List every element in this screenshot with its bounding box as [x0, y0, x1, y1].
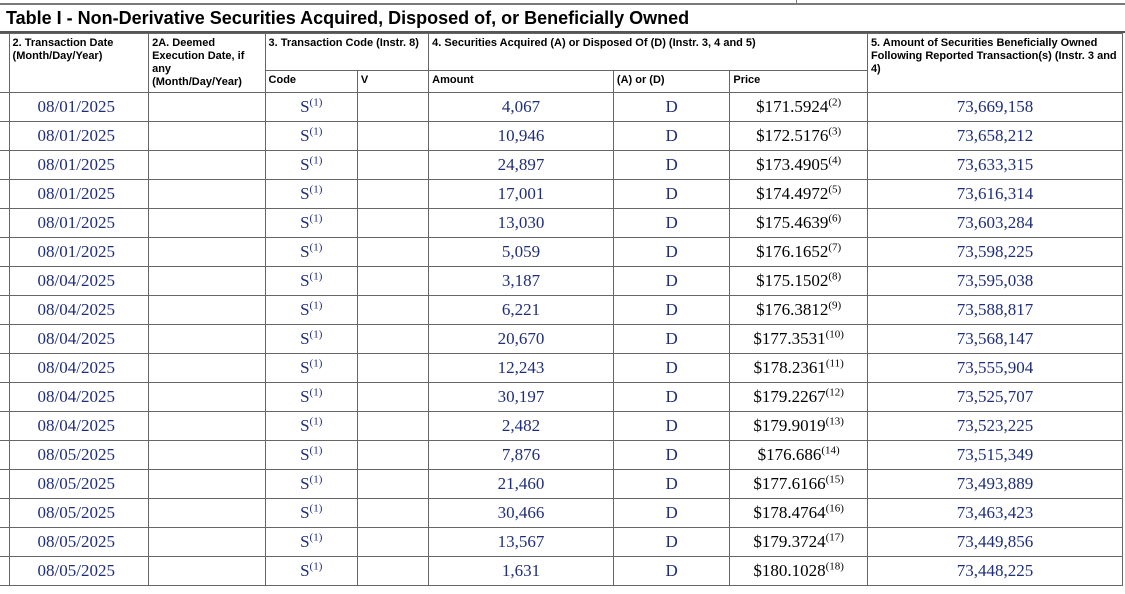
amount: 30,197	[429, 383, 614, 412]
header-securities: 4. Securities Acquired (A) or Disposed Of (D) (Instr. 3, 4 and 5)	[429, 34, 868, 71]
price-value: $178.2361	[753, 358, 826, 377]
amount: 30,466	[429, 499, 614, 528]
price	[730, 93, 868, 122]
code-footnote[interactable]: (1)	[309, 183, 323, 196]
owned-following: 73,669,158	[867, 93, 1122, 122]
transaction-code	[265, 557, 357, 586]
transaction-code	[265, 470, 357, 499]
price	[730, 499, 868, 528]
code-footnote[interactable]: (1)	[309, 212, 323, 225]
table-row	[0, 296, 1123, 325]
amount: 17,001	[429, 180, 614, 209]
table-row	[0, 267, 1123, 296]
owned-following: 73,525,707	[867, 383, 1122, 412]
v-cell	[357, 238, 428, 267]
price-value: $176.1652	[756, 242, 829, 261]
v-cell	[357, 557, 428, 586]
transaction-date: 08/04/2025	[9, 325, 149, 354]
code-value: S	[300, 155, 310, 174]
row-edge-cell	[0, 180, 9, 209]
v-cell	[357, 528, 428, 557]
owned-following: 73,633,315	[867, 151, 1122, 180]
row-edge-cell	[0, 296, 9, 325]
amount: 3,187	[429, 267, 614, 296]
deemed-date	[149, 325, 265, 354]
owned-following: 73,658,212	[867, 122, 1122, 151]
table-row	[0, 499, 1123, 528]
code-value: S	[300, 561, 310, 580]
row-edge-cell	[0, 557, 9, 586]
price-value: $179.9019	[753, 416, 826, 435]
top-border	[0, 3, 1125, 5]
table-row	[0, 180, 1123, 209]
code-value: S	[300, 213, 310, 232]
price	[730, 296, 868, 325]
deemed-date	[149, 470, 265, 499]
deemed-date	[149, 93, 265, 122]
code-footnote[interactable]: (1)	[309, 531, 323, 544]
v-cell	[357, 470, 428, 499]
code-footnote[interactable]: (1)	[309, 473, 323, 486]
code-value: S	[300, 358, 310, 377]
price-footnote[interactable]: (2)	[828, 96, 842, 109]
price-value: $174.4972	[756, 184, 829, 203]
v-cell	[357, 180, 428, 209]
v-cell	[357, 354, 428, 383]
price-footnote[interactable]: (3)	[828, 125, 842, 138]
price-footnote[interactable]: (8)	[828, 270, 842, 283]
acquired-or-disposed: D	[613, 557, 729, 586]
acquired-or-disposed: D	[613, 180, 729, 209]
table-row	[0, 470, 1123, 499]
acquired-or-disposed: D	[613, 412, 729, 441]
price-footnote[interactable]: (14)	[821, 444, 840, 457]
price-footnote[interactable]: (4)	[828, 154, 842, 167]
transaction-date: 08/05/2025	[9, 528, 149, 557]
price	[730, 528, 868, 557]
transaction-code	[265, 441, 357, 470]
transaction-code	[265, 325, 357, 354]
v-cell	[357, 441, 428, 470]
header-code: Code	[265, 71, 357, 93]
owned-following: 73,448,225	[867, 557, 1122, 586]
amount: 2,482	[429, 412, 614, 441]
row-edge-cell	[0, 238, 9, 267]
deemed-date	[149, 499, 265, 528]
acquired-or-disposed: D	[613, 499, 729, 528]
price	[730, 267, 868, 296]
owned-following: 73,568,147	[867, 325, 1122, 354]
amount: 7,876	[429, 441, 614, 470]
header-deemed-date: 2A. Deemed Execution Date, if any (Month/Day/Year)	[149, 34, 265, 93]
price	[730, 238, 868, 267]
transaction-code	[265, 180, 357, 209]
amount: 20,670	[429, 325, 614, 354]
code-footnote[interactable]: (1)	[309, 299, 323, 312]
amount: 10,946	[429, 122, 614, 151]
table-row	[0, 93, 1123, 122]
acquired-or-disposed: D	[613, 267, 729, 296]
v-cell	[357, 296, 428, 325]
price-value: $175.1502	[756, 271, 829, 290]
transaction-date: 08/04/2025	[9, 296, 149, 325]
transaction-code	[265, 383, 357, 412]
deemed-date	[149, 557, 265, 586]
price-value: $175.4639	[756, 213, 829, 232]
acquired-or-disposed: D	[613, 354, 729, 383]
transaction-date: 08/04/2025	[9, 354, 149, 383]
table-row	[0, 528, 1123, 557]
acquired-or-disposed: D	[613, 325, 729, 354]
deemed-date	[149, 354, 265, 383]
transaction-code	[265, 209, 357, 238]
price-value: $179.3724	[753, 532, 826, 551]
price-footnote[interactable]: (6)	[828, 212, 842, 225]
top-column-tick	[796, 0, 797, 4]
header-edge-cell	[0, 34, 9, 93]
row-edge-cell	[0, 354, 9, 383]
price	[730, 441, 868, 470]
price	[730, 180, 868, 209]
code-footnote[interactable]: (1)	[309, 386, 323, 399]
deemed-date	[149, 151, 265, 180]
row-edge-cell	[0, 441, 9, 470]
row-edge-cell	[0, 93, 9, 122]
deemed-date	[149, 383, 265, 412]
code-footnote[interactable]: (1)	[309, 270, 323, 283]
transaction-date: 08/01/2025	[9, 93, 149, 122]
bottom-crop	[0, 590, 1125, 594]
price-footnote[interactable]: (7)	[828, 241, 842, 254]
v-cell	[357, 151, 428, 180]
header-price: Price	[730, 71, 868, 93]
non-derivative-table	[0, 33, 1123, 586]
amount: 4,067	[429, 93, 614, 122]
price-footnote[interactable]: (5)	[828, 183, 842, 196]
price-footnote[interactable]: (17)	[825, 531, 844, 544]
table-row	[0, 557, 1123, 586]
owned-following: 73,515,349	[867, 441, 1122, 470]
price-value: $176.3812	[756, 300, 829, 319]
header-transaction-date: 2. Transaction Date (Month/Day/Year)	[9, 34, 149, 93]
transaction-code	[265, 93, 357, 122]
row-edge-cell	[0, 528, 9, 557]
price-value: $172.5176	[756, 126, 829, 145]
code-value: S	[300, 126, 310, 145]
row-edge-cell	[0, 412, 9, 441]
amount: 24,897	[429, 151, 614, 180]
deemed-date	[149, 528, 265, 557]
row-edge-cell	[0, 383, 9, 412]
v-cell	[357, 412, 428, 441]
transaction-code	[265, 151, 357, 180]
row-edge-cell	[0, 122, 9, 151]
code-value: S	[300, 271, 310, 290]
table-row	[0, 151, 1123, 180]
amount: 21,460	[429, 470, 614, 499]
price-value: $171.5924	[756, 97, 829, 116]
transaction-date: 08/05/2025	[9, 441, 149, 470]
header-a-or-d: (A) or (D)	[613, 71, 729, 93]
header-transaction-code: 3. Transaction Code (Instr. 8)	[265, 34, 429, 71]
amount: 13,030	[429, 209, 614, 238]
v-cell	[357, 209, 428, 238]
deemed-date	[149, 441, 265, 470]
acquired-or-disposed: D	[613, 122, 729, 151]
price	[730, 412, 868, 441]
acquired-or-disposed: D	[613, 528, 729, 557]
code-value: S	[300, 532, 310, 551]
price-footnote[interactable]: (12)	[825, 386, 844, 399]
price	[730, 383, 868, 412]
v-cell	[357, 267, 428, 296]
acquired-or-disposed: D	[613, 441, 729, 470]
row-edge-cell	[0, 325, 9, 354]
code-value: S	[300, 184, 310, 203]
price-value: $177.6166	[753, 474, 826, 493]
code-value: S	[300, 329, 310, 348]
table-row	[0, 325, 1123, 354]
table-body	[0, 93, 1123, 586]
code-value: S	[300, 300, 310, 319]
transaction-date: 08/01/2025	[9, 238, 149, 267]
table-row	[0, 238, 1123, 267]
deemed-date	[149, 267, 265, 296]
code-footnote[interactable]: (1)	[309, 444, 323, 457]
price	[730, 122, 868, 151]
transaction-date: 08/05/2025	[9, 470, 149, 499]
deemed-date	[149, 412, 265, 441]
price-value: $177.3531	[753, 329, 826, 348]
owned-following: 73,449,856	[867, 528, 1122, 557]
price	[730, 151, 868, 180]
transaction-date: 08/04/2025	[9, 267, 149, 296]
owned-following: 73,588,817	[867, 296, 1122, 325]
acquired-or-disposed: D	[613, 470, 729, 499]
code-value: S	[300, 503, 310, 522]
price-footnote[interactable]: (11)	[825, 357, 844, 370]
table-row	[0, 354, 1123, 383]
header-v: V	[357, 71, 428, 93]
row-edge-cell	[0, 499, 9, 528]
transaction-date: 08/05/2025	[9, 499, 149, 528]
owned-following: 73,523,225	[867, 412, 1122, 441]
v-cell	[357, 122, 428, 151]
transaction-date: 08/01/2025	[9, 151, 149, 180]
acquired-or-disposed: D	[613, 151, 729, 180]
code-footnote[interactable]: (1)	[309, 560, 323, 573]
amount: 6,221	[429, 296, 614, 325]
transaction-date: 08/05/2025	[9, 557, 149, 586]
price-footnote[interactable]: (10)	[825, 328, 844, 341]
price-value: $178.4764	[753, 503, 826, 522]
code-footnote[interactable]: (1)	[309, 328, 323, 341]
price-value: $180.1028	[753, 561, 826, 580]
code-footnote[interactable]: (1)	[309, 415, 323, 428]
transaction-code	[265, 267, 357, 296]
code-value: S	[300, 387, 310, 406]
transaction-date: 08/01/2025	[9, 122, 149, 151]
code-value: S	[300, 445, 310, 464]
acquired-or-disposed: D	[613, 93, 729, 122]
code-footnote[interactable]: (1)	[309, 125, 323, 138]
transaction-date: 08/04/2025	[9, 412, 149, 441]
price-footnote[interactable]: (9)	[828, 299, 842, 312]
owned-following: 73,598,225	[867, 238, 1122, 267]
v-cell	[357, 325, 428, 354]
row-edge-cell	[0, 209, 9, 238]
acquired-or-disposed: D	[613, 238, 729, 267]
transaction-date: 08/01/2025	[9, 180, 149, 209]
code-value: S	[300, 474, 310, 493]
table-row	[0, 209, 1123, 238]
transaction-date: 08/01/2025	[9, 209, 149, 238]
code-footnote[interactable]: (1)	[309, 154, 323, 167]
price-value: $179.2267	[753, 387, 826, 406]
owned-following: 73,463,423	[867, 499, 1122, 528]
code-footnote[interactable]: (1)	[309, 96, 323, 109]
amount: 5,059	[429, 238, 614, 267]
table-title: Table I - Non-Derivative Securities Acquired, Disposed of, or Beneficially Owned	[6, 8, 690, 28]
acquired-or-disposed: D	[613, 209, 729, 238]
price	[730, 470, 868, 499]
v-cell	[357, 499, 428, 528]
table-row	[0, 412, 1123, 441]
acquired-or-disposed: D	[613, 296, 729, 325]
v-cell	[357, 93, 428, 122]
price-footnote[interactable]: (13)	[825, 415, 844, 428]
deemed-date	[149, 238, 265, 267]
transaction-code	[265, 499, 357, 528]
v-cell	[357, 383, 428, 412]
code-footnote[interactable]: (1)	[309, 357, 323, 370]
deemed-date	[149, 296, 265, 325]
deemed-date	[149, 209, 265, 238]
row-edge-cell	[0, 267, 9, 296]
deemed-date	[149, 122, 265, 151]
price	[730, 354, 868, 383]
table-row	[0, 122, 1123, 151]
price-footnote[interactable]: (15)	[825, 473, 844, 486]
transaction-date: 08/04/2025	[9, 383, 149, 412]
row-edge-cell	[0, 151, 9, 180]
transaction-code	[265, 528, 357, 557]
acquired-or-disposed: D	[613, 383, 729, 412]
header-amount: Amount	[429, 71, 614, 93]
amount: 1,631	[429, 557, 614, 586]
code-footnote[interactable]: (1)	[309, 502, 323, 515]
header-row-primary	[0, 34, 1123, 71]
code-footnote[interactable]: (1)	[309, 241, 323, 254]
transaction-code	[265, 122, 357, 151]
header-owned-following: 5. Amount of Securities Beneficially Owned Following Reported Transaction(s) (Instr. 3 and 4)	[867, 34, 1122, 93]
transaction-code	[265, 354, 357, 383]
price-footnote[interactable]: (18)	[825, 560, 844, 573]
price-footnote[interactable]: (16)	[825, 502, 844, 515]
code-value: S	[300, 242, 310, 261]
owned-following: 73,493,889	[867, 470, 1122, 499]
amount: 12,243	[429, 354, 614, 383]
deemed-date	[149, 180, 265, 209]
price	[730, 557, 868, 586]
row-edge-cell	[0, 470, 9, 499]
owned-following: 73,603,284	[867, 209, 1122, 238]
owned-following: 73,616,314	[867, 180, 1122, 209]
owned-following: 73,555,904	[867, 354, 1122, 383]
code-value: S	[300, 416, 310, 435]
code-value: S	[300, 97, 310, 116]
amount: 13,567	[429, 528, 614, 557]
table-row	[0, 441, 1123, 470]
transaction-code	[265, 412, 357, 441]
price	[730, 209, 868, 238]
price-value: $173.4905	[756, 155, 829, 174]
table-row	[0, 383, 1123, 412]
price	[730, 325, 868, 354]
transaction-code	[265, 296, 357, 325]
price-value: $176.686	[757, 445, 822, 464]
transaction-code	[265, 238, 357, 267]
owned-following: 73,595,038	[867, 267, 1122, 296]
